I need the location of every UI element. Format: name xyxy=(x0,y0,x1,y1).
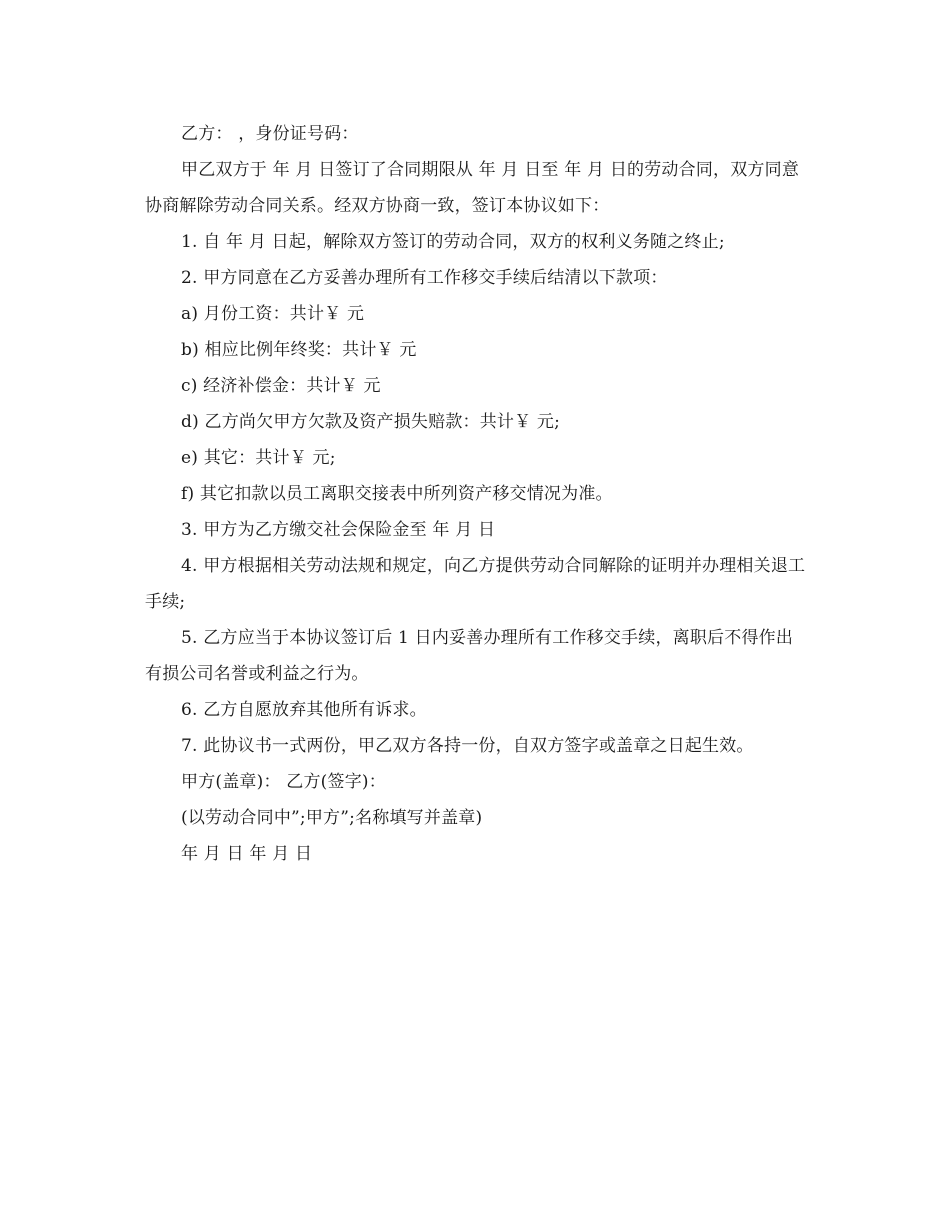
clause-5: 5. 乙方应当于本协议签订后 1 日内妥善办理所有工作移交手续，离职后不得作出有损公司名誉或利益之行为。 xyxy=(145,628,794,684)
clause-2-item-d: d) 乙方尚欠甲方欠款及资产损失赔款：共计￥ 元; xyxy=(181,412,561,432)
clause-1: 1. 自 年 月 日起，解除双方签订的劳动合同，双方的权利义务随之终止; xyxy=(181,232,725,252)
clause-2-item-f: f) 其它扣款以员工离职交接表中所列资产移交情况为准。 xyxy=(181,484,613,504)
party-b-line: 乙方： ，身份证号码： xyxy=(181,124,359,144)
intro-paragraph: 甲乙双方于 年 月 日签订了合同期限从 年 月 日至 年 月 日的劳动合同，双方同意协商解除劳动合同关系。经双方协商一致，签订本协议如下： xyxy=(145,160,800,216)
signature-labels: 甲方(盖章)： 乙方(签字)： xyxy=(181,772,386,792)
clause-7: 7. 此协议书一式两份，甲乙双方各持一份，自双方签字或盖章之日起生效。 xyxy=(181,736,754,756)
clause-2-item-b: b) 相应比例年终奖：共计￥ 元 xyxy=(181,340,417,360)
agreement-body xyxy=(145,116,807,872)
clause-2: 2. 甲方同意在乙方妥善办理所有工作移交手续后结清以下款项： xyxy=(181,268,668,288)
clause-2-item-a: a) 月份工资：共计￥ 元 xyxy=(181,304,365,324)
seal-note: (以劳动合同中”;甲方”;名称填写并盖章) xyxy=(181,808,483,828)
clause-2-item-e: e) 其它：共计￥ 元; xyxy=(181,448,336,468)
clause-4: 4. 甲方根据相关劳动法规和规定，向乙方提供劳动合同解除的证明并办理相关退工手续; xyxy=(145,556,806,612)
clause-6: 6. 乙方自愿放弃其他所有诉求。 xyxy=(181,700,427,720)
clause-3: 3. 甲方为乙方缴交社会保险金至 年 月 日 xyxy=(181,520,496,540)
date-line: 年 月 日 年 月 日 xyxy=(181,844,313,864)
clause-2-item-c: c) 经济补偿金：共计￥ 元 xyxy=(181,376,381,396)
